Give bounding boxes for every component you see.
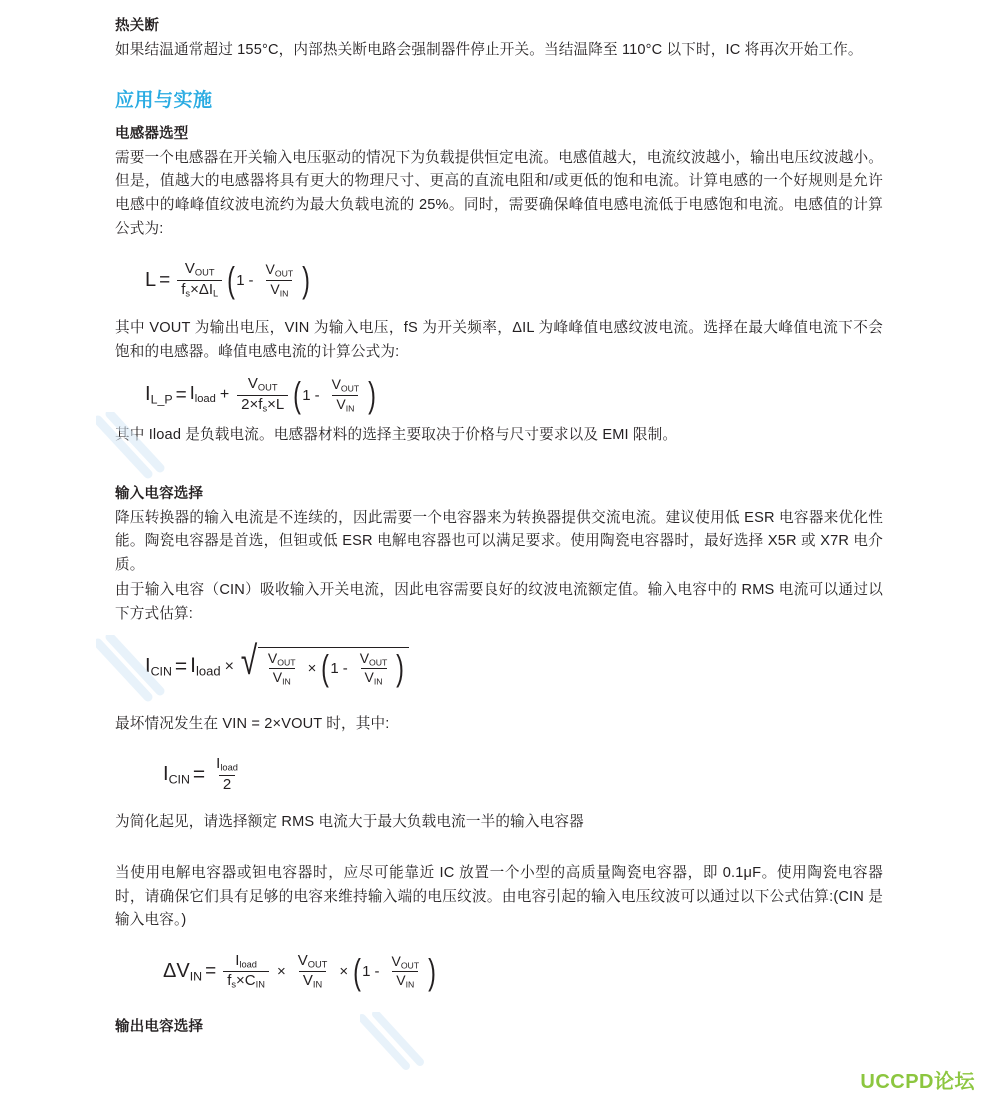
paragraph-input-cap-1: 降压转换器的输入电流是不连续的，因此需要一个电容器来为转换器提供交流电流。建议使用低 ESR 电容器来优化性能。陶瓷电容器是首选，但钽或低 ESR 电解电容器也可以满足要求。使用陶瓷电容器时，最好选择 X5R 或 X7R 电介质。 (115, 509, 883, 573)
paragraph-inductor-1: 需要一个电感器在开关输入电压驱动的情况下为负载提供恒定电流。电感值越大，电流纹波越小，输出电压纹波越小。但是，值越大的电感器将具有更大的物理尺寸、更高的直流电阻和/或更低的饱和电流。计算电感的一个好规则是允许电感中的峰峰值纹波电流约为最大负载电流的 25%。同时，需要确保峰值电感电流低于电感饱和电流。电感值的计算公式为: (115, 149, 883, 237)
paragraph-inductor-3: 其中 Iload 是负载电流。电感器材料的选择主要取决于价格与尺寸要求以及 EMI 限制。 (115, 426, 678, 443)
paragraph-input-cap-5: 当使用电解电容器或钽电容器时，应尽可能靠近 IC 放置一个小型的高质量陶瓷电容器，即 0.1μF。使用陶瓷电容器时，请确保它们具有足够的电容来维持输入端的电压纹波。由电容引起的输入电压纹波可以通过以下公式估算:(CIN 是输入电容。) (115, 865, 883, 929)
paragraph-thermal-shutdown: 如果结温通常超过 155°C，内部热关断电路会强制器件停止开关。当结温降至 110°C 以下时，IC 将再次开始工作。 (115, 42, 863, 58)
subsection-heading-input-capacitor: 输入电容选择 (115, 485, 204, 502)
section-heading-application: 应用与实施 (115, 89, 213, 111)
formula-inductance: L = $\frac{V_{OUT}}{f_s\times\Delta I_L}$ ( 1 - $\frac{V_{OUT}}{V_{IN}}$ ) (145, 258, 311, 300)
paragraph-input-cap-2: 由于输入电容（CIN）吸收输入开关电流，因此电容需要良好的纹波电流额定值。输入电容中的 RMS 电流可以通过以下方式估算: (115, 582, 883, 623)
subsection-heading-output-capacitor: 输出电容选择 (115, 1018, 204, 1035)
forum-watermark: UCCPD论坛 (860, 1071, 975, 1093)
formula-input-cap-rms-current: $I_{CIN}$ = $I_{load}$ × √ $\frac{V_{OUT}}{V_{IN}}$ × ( 1 - $\frac{V_{OUT}}{V_{IN}}$ ) (145, 647, 883, 687)
subsection-heading-inductor: 电感器选型 (115, 125, 189, 142)
section-heading-thermal-shutdown: 热关断 (115, 18, 160, 34)
formula-peak-inductor-current: $I_{L\_P}$ = $I_{load}$ + $\frac{V_{OUT}}{2\times f_s\times L}$ ( 1 - $\frac{V_{OUT}}{V_{IN}}$ ) (145, 373, 377, 415)
paragraph-input-cap-3: 最坏情况发生在 VIN = 2×VOUT 时，其中: (115, 715, 390, 732)
formula-input-voltage-ripple: $\Delta V_{IN}$ = $\frac{I_{load}}{f_s\times C_{IN}}$ × $\frac{V_{OUT}}{V_{IN}}$ × ( 1 - $\frac{V_{OUT}}{V_{IN}}$ ) (163, 950, 437, 992)
paragraph-inductor-2: 其中 VOUT 为输出电压，VIN 为输入电压，fS 为开关频率，ΔIL 为峰峰值电感纹波电流。选择在最大峰值电流下不会饱和的电感器。峰值电感电流的计算公式为: (115, 319, 883, 360)
paragraph-input-cap-4: 为简化起见，请选择额定 RMS 电流大于最大负载电流一半的输入电容器 (115, 813, 584, 830)
formula-input-cap-simplified: $I_{CIN}$ = $\frac{I_{load}}{2}$ (163, 755, 238, 793)
